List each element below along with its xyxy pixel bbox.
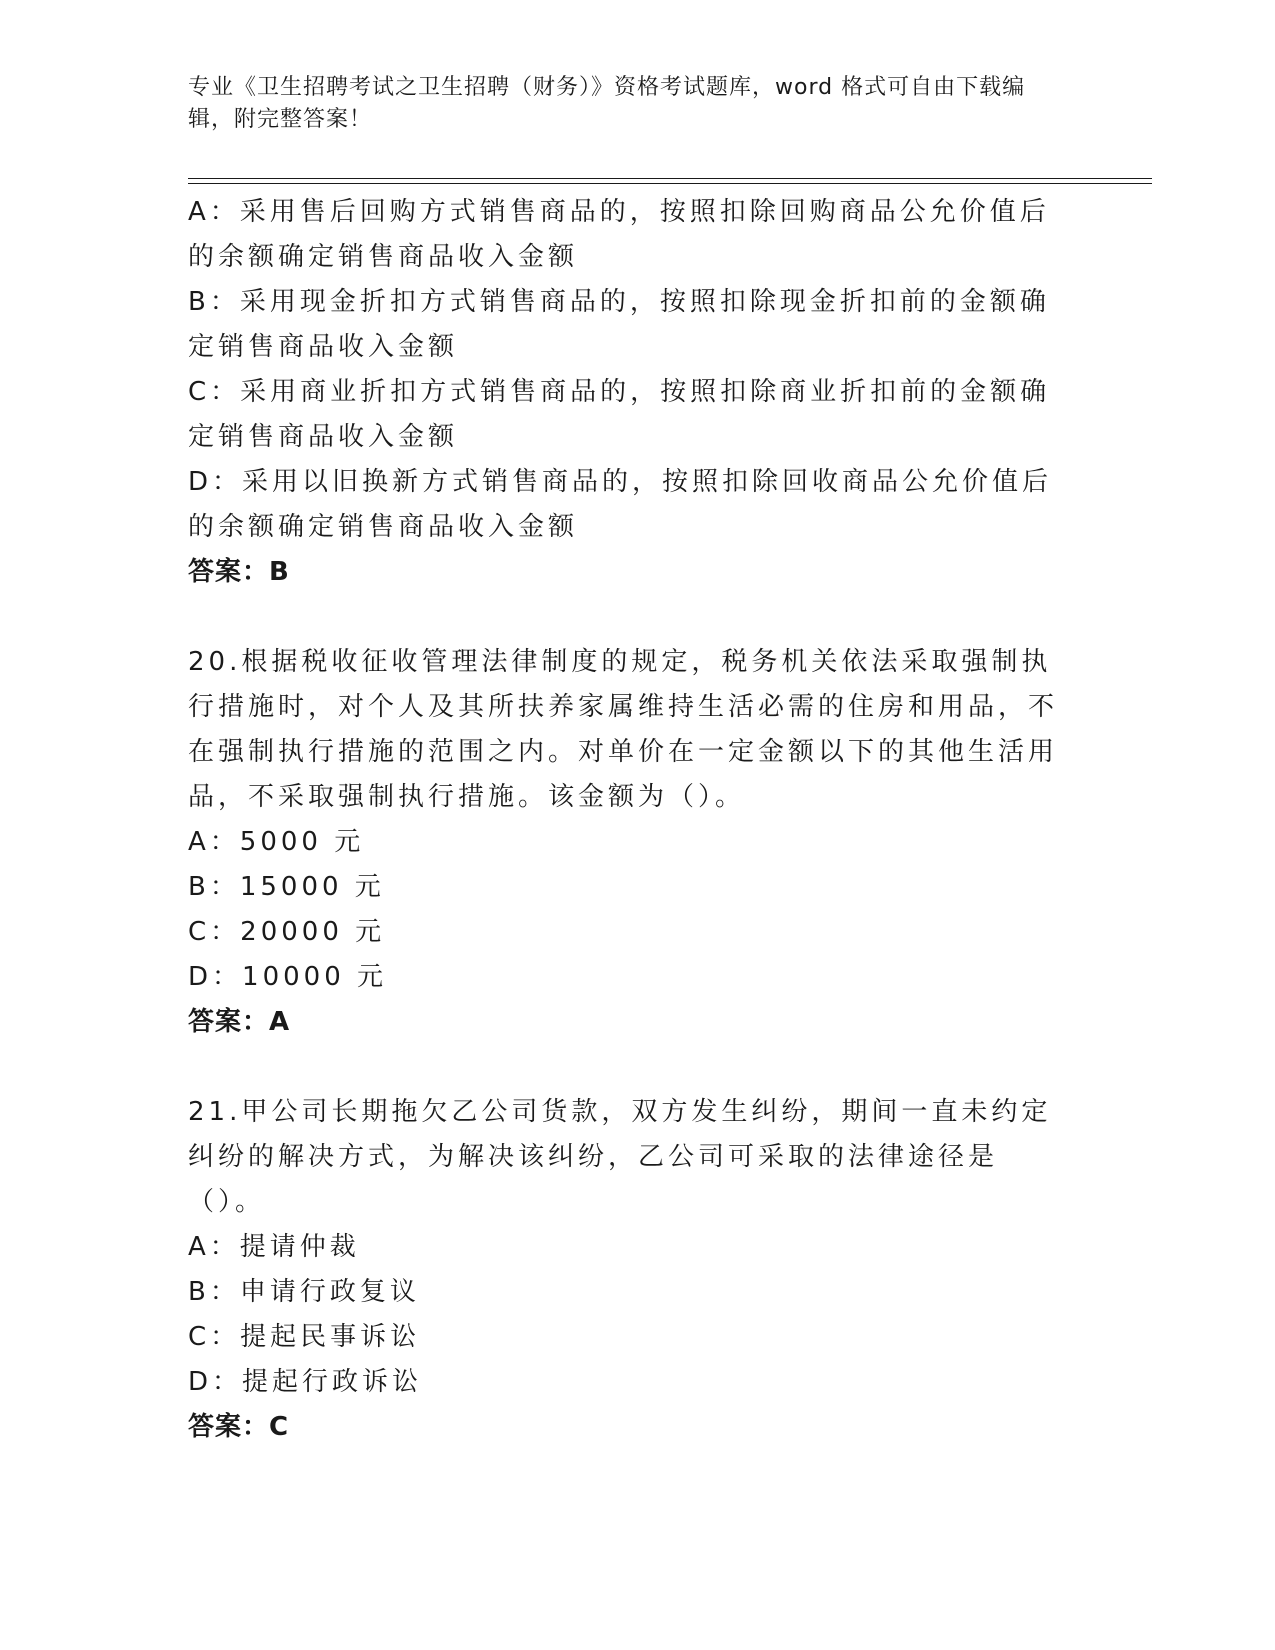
q21-option-d: D：提起行政诉讼 <box>188 1367 423 1397</box>
q21-option-c: C：提起民事诉讼 <box>188 1322 421 1352</box>
q20-option-d: D：10000 元 <box>188 962 387 992</box>
q21-answer: 答案：C <box>188 1412 290 1442</box>
q19-option-a: A：采用售后回购方式销售商品的，按照扣除回购商品公允价值后的余额确定销售商品收入金额 <box>188 197 1050 272</box>
q19-option-b: B：采用现金折扣方式销售商品的，按照扣除现金折扣前的金额确定销售商品收入金额 <box>188 287 1050 362</box>
spacer <box>188 1045 1068 1090</box>
question-content <box>188 190 1068 1450</box>
q20-answer: 答案：A <box>188 1007 291 1037</box>
q21-option-a: A：提请仲裁 <box>188 1232 360 1262</box>
header-rule-top <box>188 178 1152 179</box>
spacer <box>188 595 1068 640</box>
q19-option-c: C：采用商业折扣方式销售商品的，按照扣除商业折扣前的金额确定销售商品收入金额 <box>188 377 1051 452</box>
q20-option-b: B：15000 元 <box>188 872 385 902</box>
q20-option-c: C：20000 元 <box>188 917 386 947</box>
q19-answer: 答案：B <box>188 557 290 587</box>
q20-option-a: A：5000 元 <box>188 827 365 857</box>
q21-option-b: B：申请行政复议 <box>188 1277 420 1307</box>
q21-question: 21.甲公司长期拖欠乙公司货款，双方发生纠纷，期间一直未约定纠纷的解决方式，为解决该纠纷，乙公司可采取的法律途径是（）。 <box>188 1097 1052 1217</box>
header-rule-bottom <box>188 183 1152 184</box>
document-header: 专业《卫生招聘考试之卫生招聘（财务）》资格考试题库，word 格式可自由下载编辑，附完整答案！ <box>188 75 1026 132</box>
q20-question: 20.根据税收征收管理法律制度的规定，税务机关依法采取强制执行措施时，对个人及其所扶养家属维持生活必需的住房和用品，不在强制执行措施的范围之内。对单价在一定金额以下的其他生活用品，不采取强制执行措施。该金额为（）。 <box>188 647 1059 812</box>
q19-option-d: D：采用以旧换新方式销售商品的，按照扣除回收商品公允价值后的余额确定销售商品收入金额 <box>188 467 1053 542</box>
